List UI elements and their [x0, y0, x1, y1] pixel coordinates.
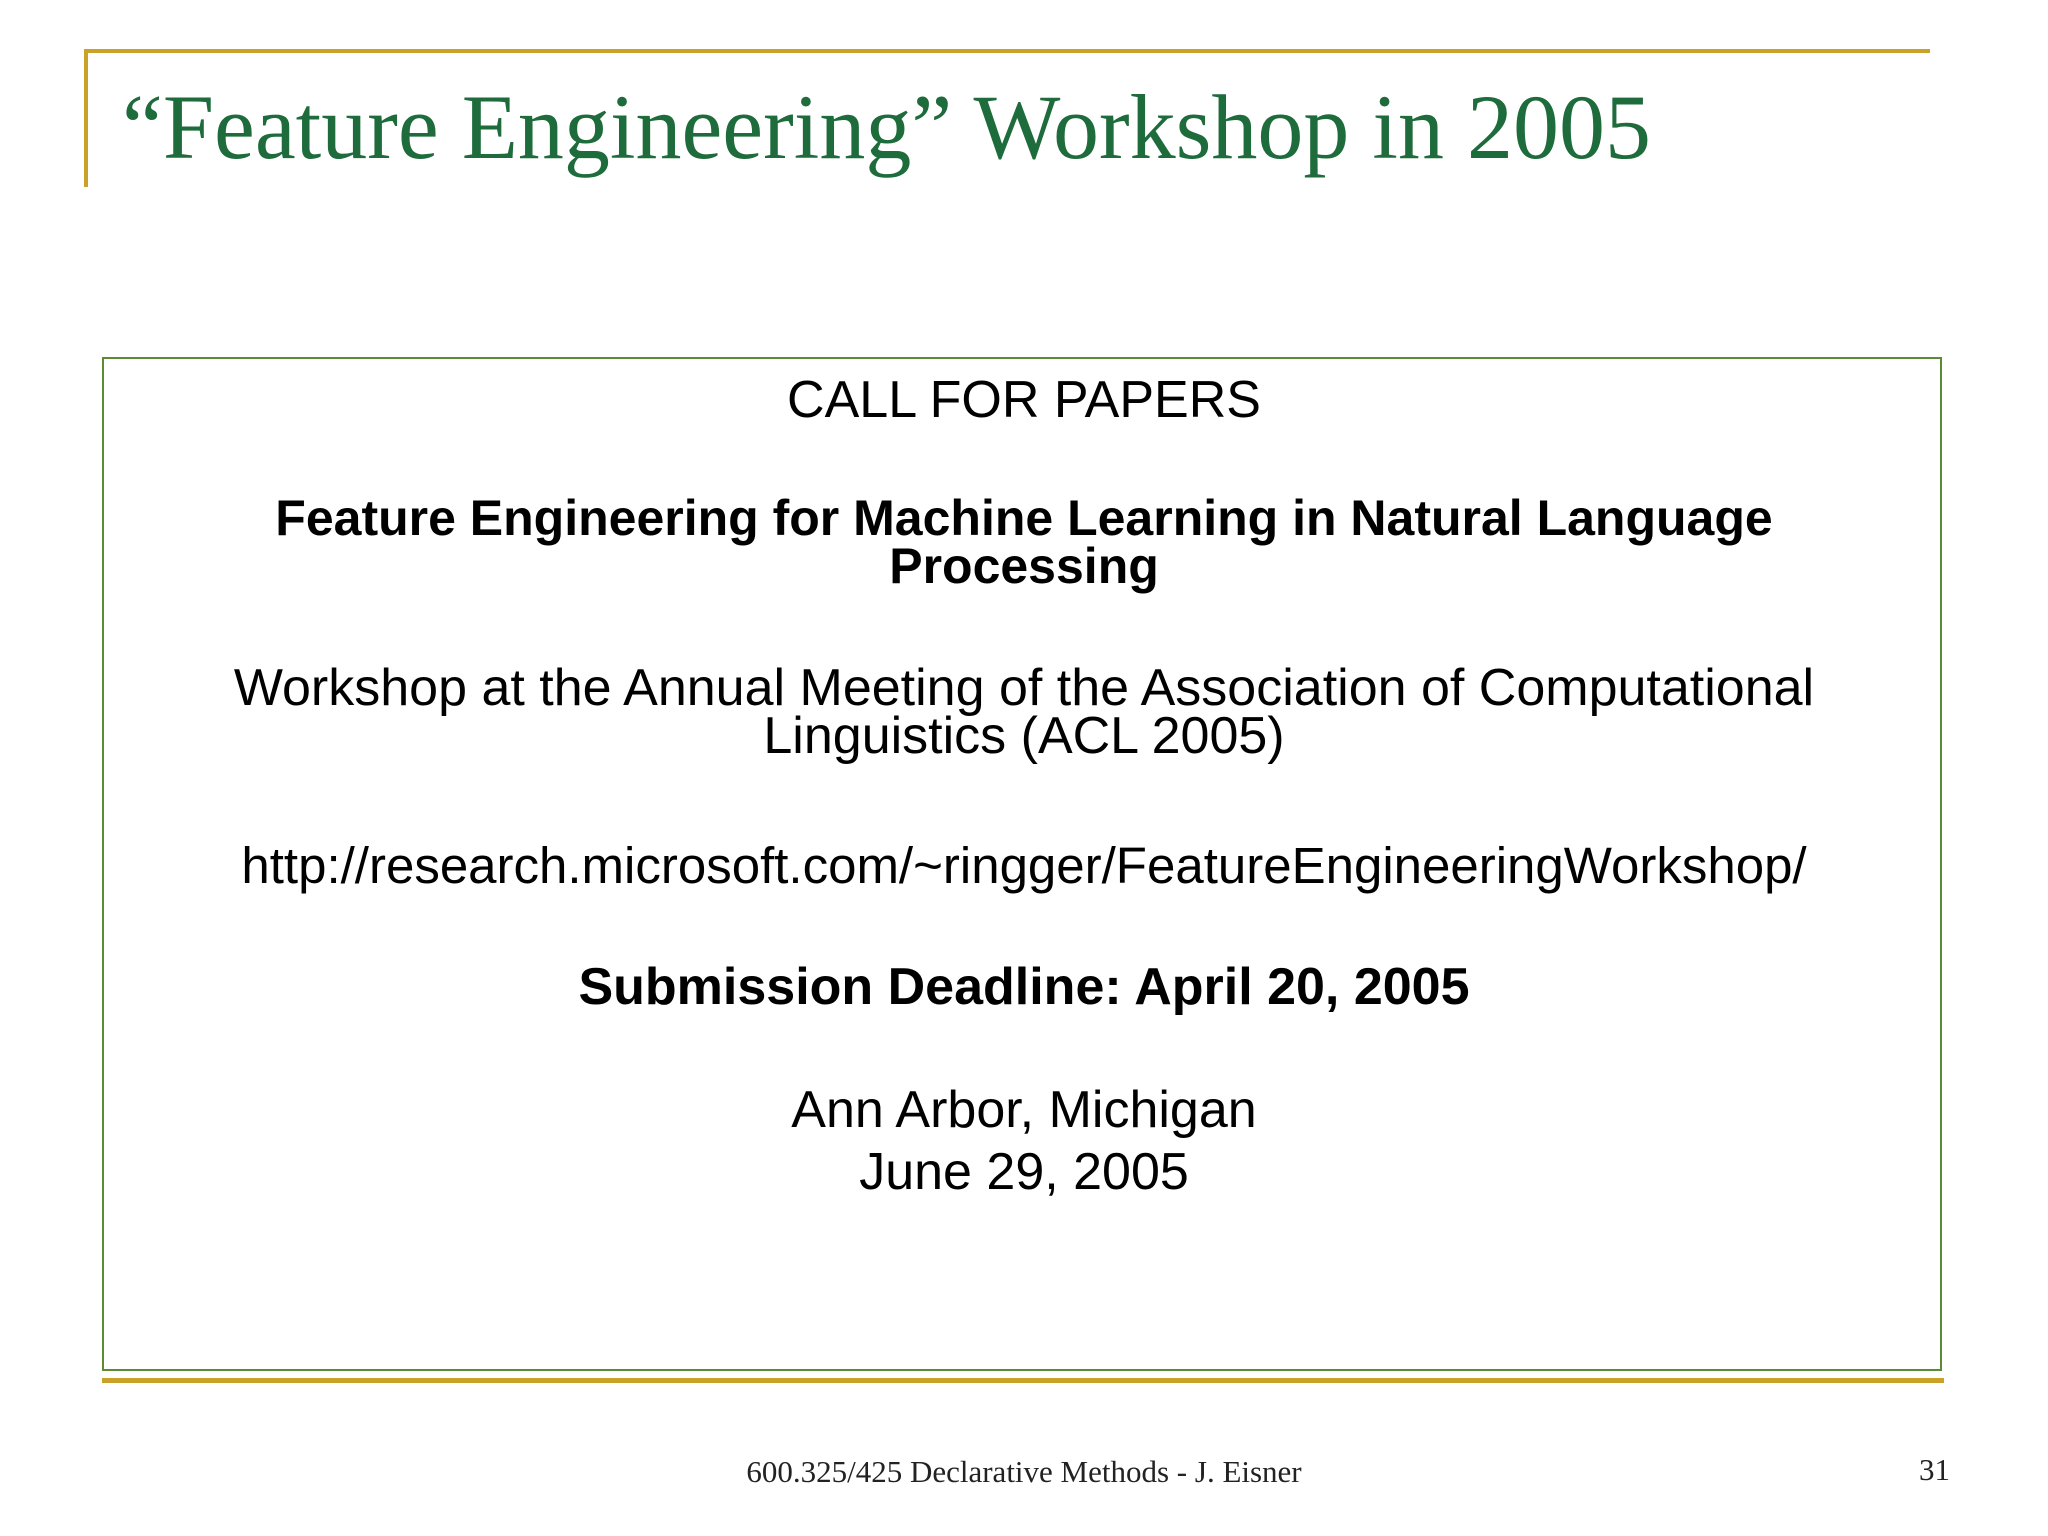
submission-deadline: Submission Deadline: April 20, 2005	[578, 958, 1470, 1016]
page-number: 31	[1919, 1452, 1950, 1487]
slide-title: “Feature Engineering” Workshop in 2005	[122, 76, 1651, 178]
bottom-accent-rule	[102, 1378, 1944, 1383]
title-accent-top-rule	[84, 49, 1930, 53]
workshop-url: http://research.microsoft.com/~ringger/FeatureEngineeringWorkshop/	[241, 837, 1807, 894]
workshop-venue: Workshop at the Annual Meeting of the Association of Computational Linguistics (ACL 2005)	[233, 659, 1815, 765]
workshop-location: Ann Arbor, Michigan	[791, 1081, 1257, 1139]
title-accent-left-rule	[84, 49, 88, 187]
workshop-date: June 29, 2005	[859, 1143, 1189, 1201]
slide-footer: 600.325/425 Declarative Methods - J. Eisner	[746, 1454, 1302, 1489]
cfp-heading: CALL FOR PAPERS	[787, 371, 1261, 429]
workshop-title: Feature Engineering for Machine Learning in Natural Language Processing	[275, 490, 1773, 594]
